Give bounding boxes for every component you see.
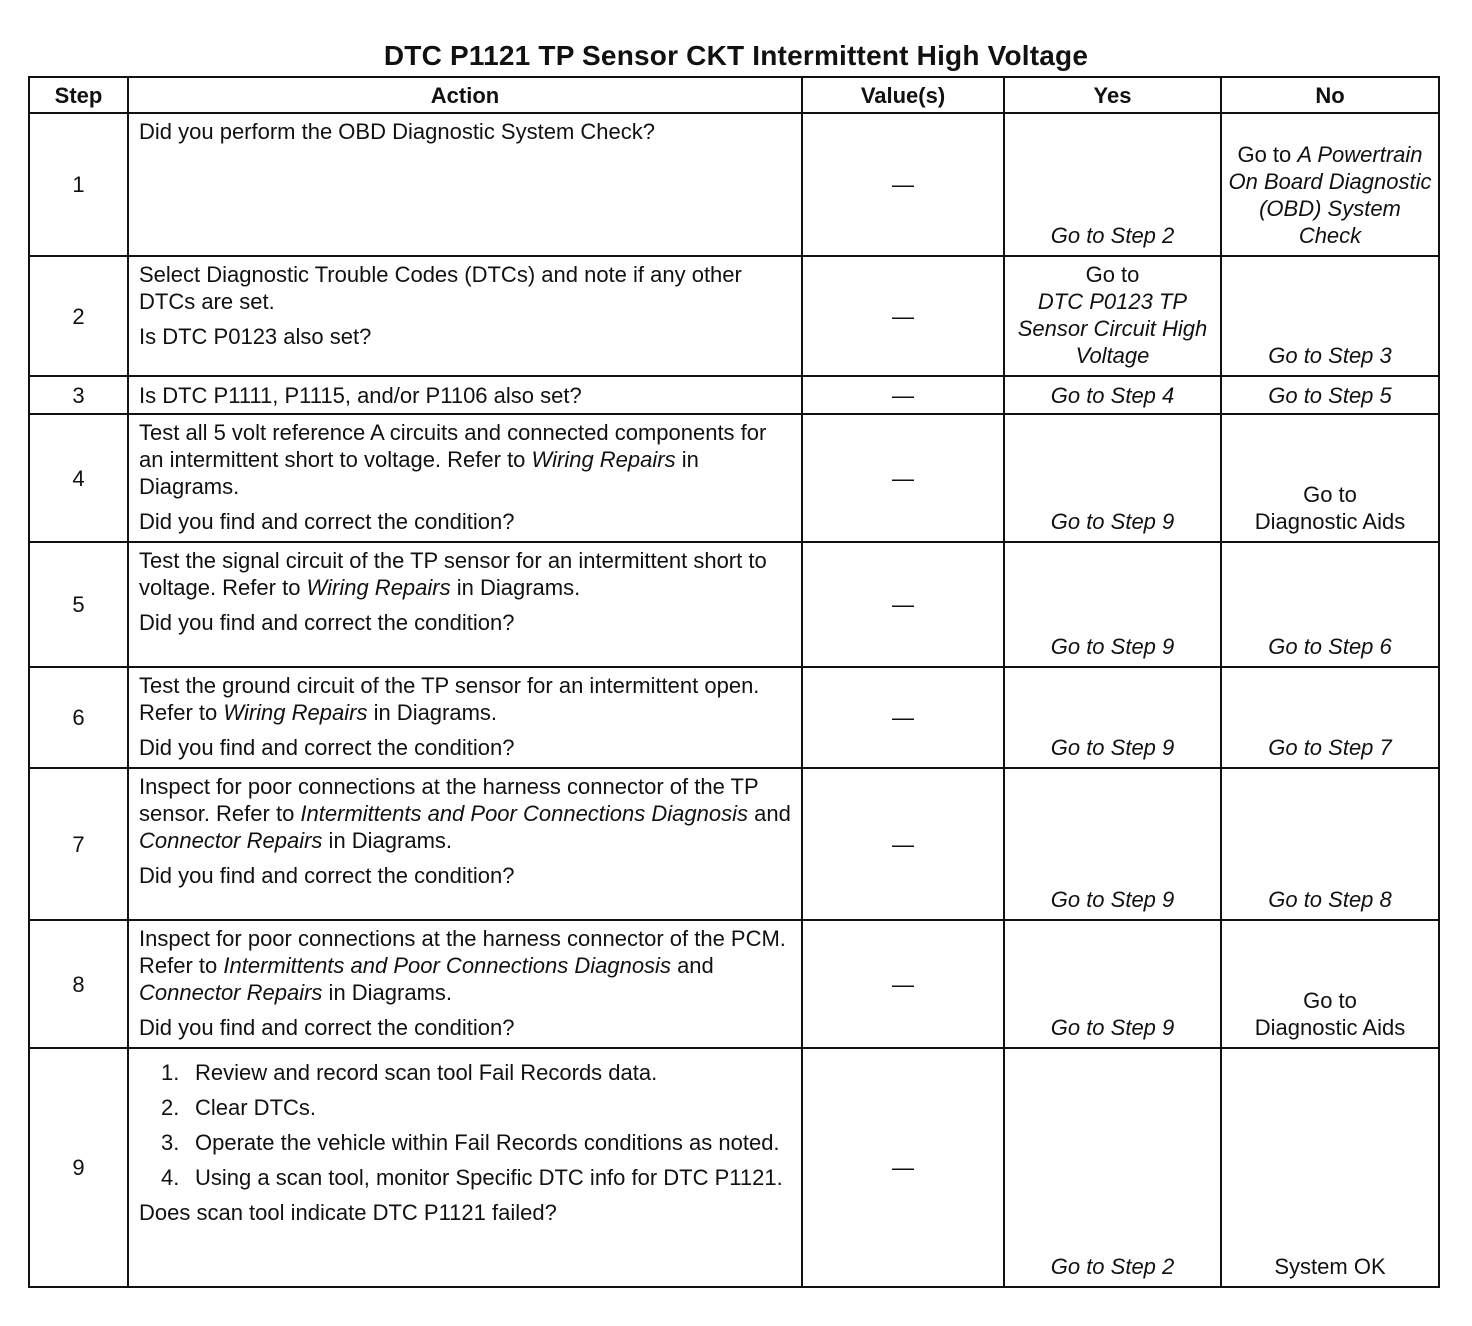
action-question: Did you find and correct the condition? bbox=[139, 610, 515, 635]
action-text-b: and bbox=[748, 801, 791, 826]
yes-link[interactable]: Go to Step 9 bbox=[1004, 542, 1221, 667]
action-text bbox=[128, 376, 802, 414]
diagnostic-table bbox=[28, 76, 1440, 1288]
value-cell: — bbox=[802, 1048, 1004, 1287]
yes-link[interactable]: Go to Step 9 bbox=[1004, 414, 1221, 542]
action-instruction bbox=[139, 773, 793, 854]
reference-connector-repairs[interactable]: Connector Repairs bbox=[139, 980, 323, 1005]
substep-number: 2. bbox=[161, 1095, 180, 1120]
no-link[interactable]: Go to Step 8 bbox=[1221, 768, 1439, 920]
list-item bbox=[139, 1094, 793, 1121]
step-number: 1 bbox=[29, 113, 128, 256]
no-result: System OK bbox=[1221, 1048, 1439, 1287]
table-row bbox=[29, 920, 1439, 1048]
action-text-c: in Diagrams. bbox=[322, 828, 453, 853]
action-text bbox=[128, 667, 802, 768]
substep-number: 3. bbox=[161, 1130, 180, 1155]
header-action: Action bbox=[128, 77, 802, 113]
yes-link[interactable]: Go to Step 2 bbox=[1004, 113, 1221, 256]
no-prefix: Go to bbox=[1237, 142, 1292, 167]
substep-text: Review and record scan tool Fail Records data. bbox=[195, 1060, 658, 1085]
action-text bbox=[128, 1048, 802, 1287]
substep-text: Using a scan tool, monitor Specific DTC info for DTC P1121. bbox=[195, 1165, 783, 1190]
reference-intermittents[interactable]: Intermittents and Poor Connections Diagnosis bbox=[300, 801, 748, 826]
action-question: Does scan tool indicate DTC P1121 failed? bbox=[139, 1200, 557, 1225]
header-row bbox=[29, 77, 1439, 113]
header-step: Step bbox=[29, 77, 128, 113]
list-item bbox=[139, 1164, 793, 1191]
list-item bbox=[139, 1059, 793, 1086]
yes-link[interactable] bbox=[1004, 256, 1221, 376]
action-instruction bbox=[139, 925, 793, 1006]
header-yes: Yes bbox=[1004, 77, 1221, 113]
reference-connector-repairs[interactable]: Connector Repairs bbox=[139, 828, 323, 853]
action-text-a: Test all 5 volt reference A circuits and connected components for an intermittent short to voltage. Refer to bbox=[139, 420, 767, 472]
step-number: 5 bbox=[29, 542, 128, 667]
value-cell: — bbox=[802, 256, 1004, 376]
no-target: A Powertrain On Board Diagnostic (OBD) System Check bbox=[1228, 142, 1432, 248]
substep-text: Clear DTCs. bbox=[195, 1095, 317, 1120]
yes-target: DTC P0123 TP Sensor Circuit High Voltage bbox=[1017, 289, 1208, 368]
substep-number: 1. bbox=[161, 1060, 180, 1085]
step-number: 4 bbox=[29, 414, 128, 542]
table-row bbox=[29, 256, 1439, 376]
action-text bbox=[128, 414, 802, 542]
action-text-b: in Diagrams. bbox=[450, 575, 581, 600]
yes-link[interactable]: Go to Step 2 bbox=[1004, 1048, 1221, 1287]
yes-link[interactable]: Go to Step 9 bbox=[1004, 920, 1221, 1048]
action-question: Is DTC P1111, P1115, and/or P1106 also set? bbox=[139, 382, 582, 408]
yes-prefix: Go to bbox=[1085, 262, 1140, 287]
action-question: Did you find and correct the condition? bbox=[139, 735, 515, 760]
action-text-b: and bbox=[670, 953, 714, 978]
yes-link[interactable]: Go to Step 9 bbox=[1004, 768, 1221, 920]
table-row bbox=[29, 414, 1439, 542]
no-link[interactable]: Go to Step 7 bbox=[1221, 667, 1439, 768]
table-row bbox=[29, 542, 1439, 667]
action-text-b: in Diagrams. bbox=[139, 447, 699, 499]
value-cell: — bbox=[802, 376, 1004, 414]
action-text bbox=[128, 542, 802, 667]
table-row bbox=[29, 667, 1439, 768]
action-question: Did you perform the OBD Diagnostic System Check? bbox=[139, 119, 655, 144]
value-cell: — bbox=[802, 113, 1004, 256]
no-line-1: Go to bbox=[1303, 988, 1357, 1013]
page-title: DTC P1121 TP Sensor CKT Intermittent High Voltage bbox=[383, 40, 1089, 71]
reference-intermittents[interactable]: Intermittents and Poor Connections Diagnosis bbox=[223, 953, 671, 978]
no-link[interactable] bbox=[1221, 920, 1439, 1048]
no-link[interactable]: Go to Step 6 bbox=[1221, 542, 1439, 667]
no-line-1: Go to bbox=[1303, 482, 1357, 507]
reference-wiring-repairs[interactable]: Wiring Repairs bbox=[223, 700, 368, 725]
substep-list bbox=[139, 1059, 793, 1191]
action-question: Did you find and correct the condition? bbox=[139, 1015, 515, 1040]
step-number: 2 bbox=[29, 256, 128, 376]
no-line-2: Diagnostic Aids bbox=[1254, 509, 1406, 534]
action-text-b: in Diagrams. bbox=[367, 700, 498, 725]
no-link[interactable]: Go to Step 5 bbox=[1221, 376, 1439, 414]
action-text-a: Inspect for poor connections at the harness connector of the PCM. Refer to bbox=[139, 926, 786, 978]
list-item bbox=[139, 1129, 793, 1156]
header-no: No bbox=[1221, 77, 1439, 113]
action-text-a: Test the ground circuit of the TP sensor for an intermittent open. Refer to bbox=[139, 673, 760, 725]
step-number: 3 bbox=[29, 376, 128, 414]
action-text bbox=[128, 113, 802, 256]
action-instruction bbox=[139, 672, 793, 726]
no-link[interactable] bbox=[1221, 113, 1439, 256]
action-question: Did you find and correct the condition? bbox=[139, 509, 515, 534]
substep-number: 4. bbox=[161, 1165, 180, 1190]
value-cell: — bbox=[802, 920, 1004, 1048]
action-text-a: Test the signal circuit of the TP sensor for an intermittent short to voltage. Refer to bbox=[139, 548, 767, 600]
action-question: Is DTC P0123 also set? bbox=[139, 324, 372, 349]
action-instruction: Select Diagnostic Trouble Codes (DTCs) and note if any other DTCs are set. bbox=[139, 262, 742, 314]
value-cell: — bbox=[802, 542, 1004, 667]
no-link[interactable]: Go to Step 3 bbox=[1221, 256, 1439, 376]
step-number: 6 bbox=[29, 667, 128, 768]
yes-link[interactable]: Go to Step 9 bbox=[1004, 667, 1221, 768]
value-cell: — bbox=[802, 667, 1004, 768]
value-cell: — bbox=[802, 768, 1004, 920]
no-link[interactable] bbox=[1221, 414, 1439, 542]
action-text bbox=[128, 256, 802, 376]
action-instruction bbox=[139, 547, 793, 601]
reference-wiring-repairs[interactable]: Wiring Repairs bbox=[306, 575, 451, 600]
action-instruction bbox=[139, 419, 793, 500]
step-number: 7 bbox=[29, 768, 128, 920]
no-line-2: Diagnostic Aids bbox=[1254, 1015, 1406, 1040]
step-number: 8 bbox=[29, 920, 128, 1048]
step-number: 9 bbox=[29, 1048, 128, 1287]
action-question: Did you find and correct the condition? bbox=[139, 863, 515, 888]
action-text bbox=[128, 920, 802, 1048]
action-text-a: Inspect for poor connections at the harness connector of the TP sensor. Refer to bbox=[139, 774, 759, 826]
reference-wiring-repairs[interactable]: Wiring Repairs bbox=[531, 447, 676, 472]
action-text bbox=[128, 768, 802, 920]
yes-link[interactable]: Go to Step 4 bbox=[1004, 376, 1221, 414]
header-values: Value(s) bbox=[802, 77, 1004, 113]
substep-text: Operate the vehicle within Fail Records conditions as noted. bbox=[195, 1130, 780, 1155]
value-cell: — bbox=[802, 414, 1004, 542]
action-text-c: in Diagrams. bbox=[322, 980, 453, 1005]
table-row bbox=[29, 376, 1439, 414]
table-row bbox=[29, 1048, 1439, 1287]
table-row bbox=[29, 768, 1439, 920]
table-row bbox=[29, 113, 1439, 256]
